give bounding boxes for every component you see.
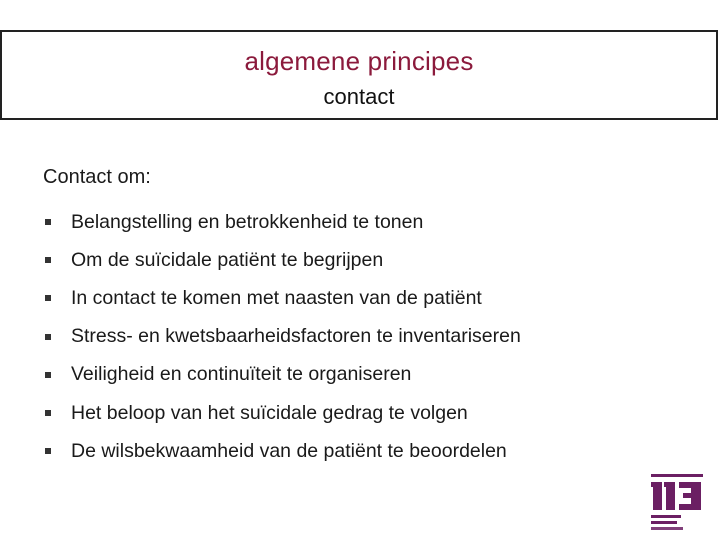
square-bullet-icon: [45, 219, 51, 225]
square-bullet-icon: [45, 257, 51, 263]
slide-subtitle: contact: [323, 84, 395, 109]
bullet-item: [43, 394, 521, 432]
113-logo-icon: [651, 474, 703, 532]
bullet-item: [43, 241, 521, 279]
square-bullet-icon: [45, 334, 51, 340]
square-bullet-icon: [45, 448, 51, 454]
bullet-text: Belangstelling en betrokkenheid te tonen: [71, 210, 424, 233]
bullet-text: Stress- en kwetsbaarheidsfactoren te inventariseren: [71, 325, 521, 348]
bullet-list: [43, 203, 521, 470]
bullet-item: [43, 318, 521, 356]
square-bullet-icon: [45, 410, 51, 416]
bullet-text: Het beloop van het suïcidale gedrag te volgen: [71, 401, 468, 424]
bullet-text: Om de suïcidale patiënt te begrijpen: [71, 248, 384, 271]
bullet-item: [43, 432, 521, 470]
bullet-item: [43, 356, 521, 394]
title-box: [0, 30, 718, 120]
square-bullet-icon: [45, 372, 51, 378]
slide-title: algemene principes: [244, 46, 474, 76]
square-bullet-icon: [45, 295, 51, 301]
bullet-item: [43, 279, 521, 317]
bullet-text: In contact te komen met naasten van de patiënt: [71, 286, 482, 309]
bullet-item: [43, 203, 521, 241]
intro-text: Contact om:: [43, 166, 151, 188]
bullet-text: Veiligheid en continuïteit te organiseren: [71, 363, 412, 386]
bullet-text: De wilsbekwaamheid van de patiënt te beoordelen: [71, 439, 507, 462]
